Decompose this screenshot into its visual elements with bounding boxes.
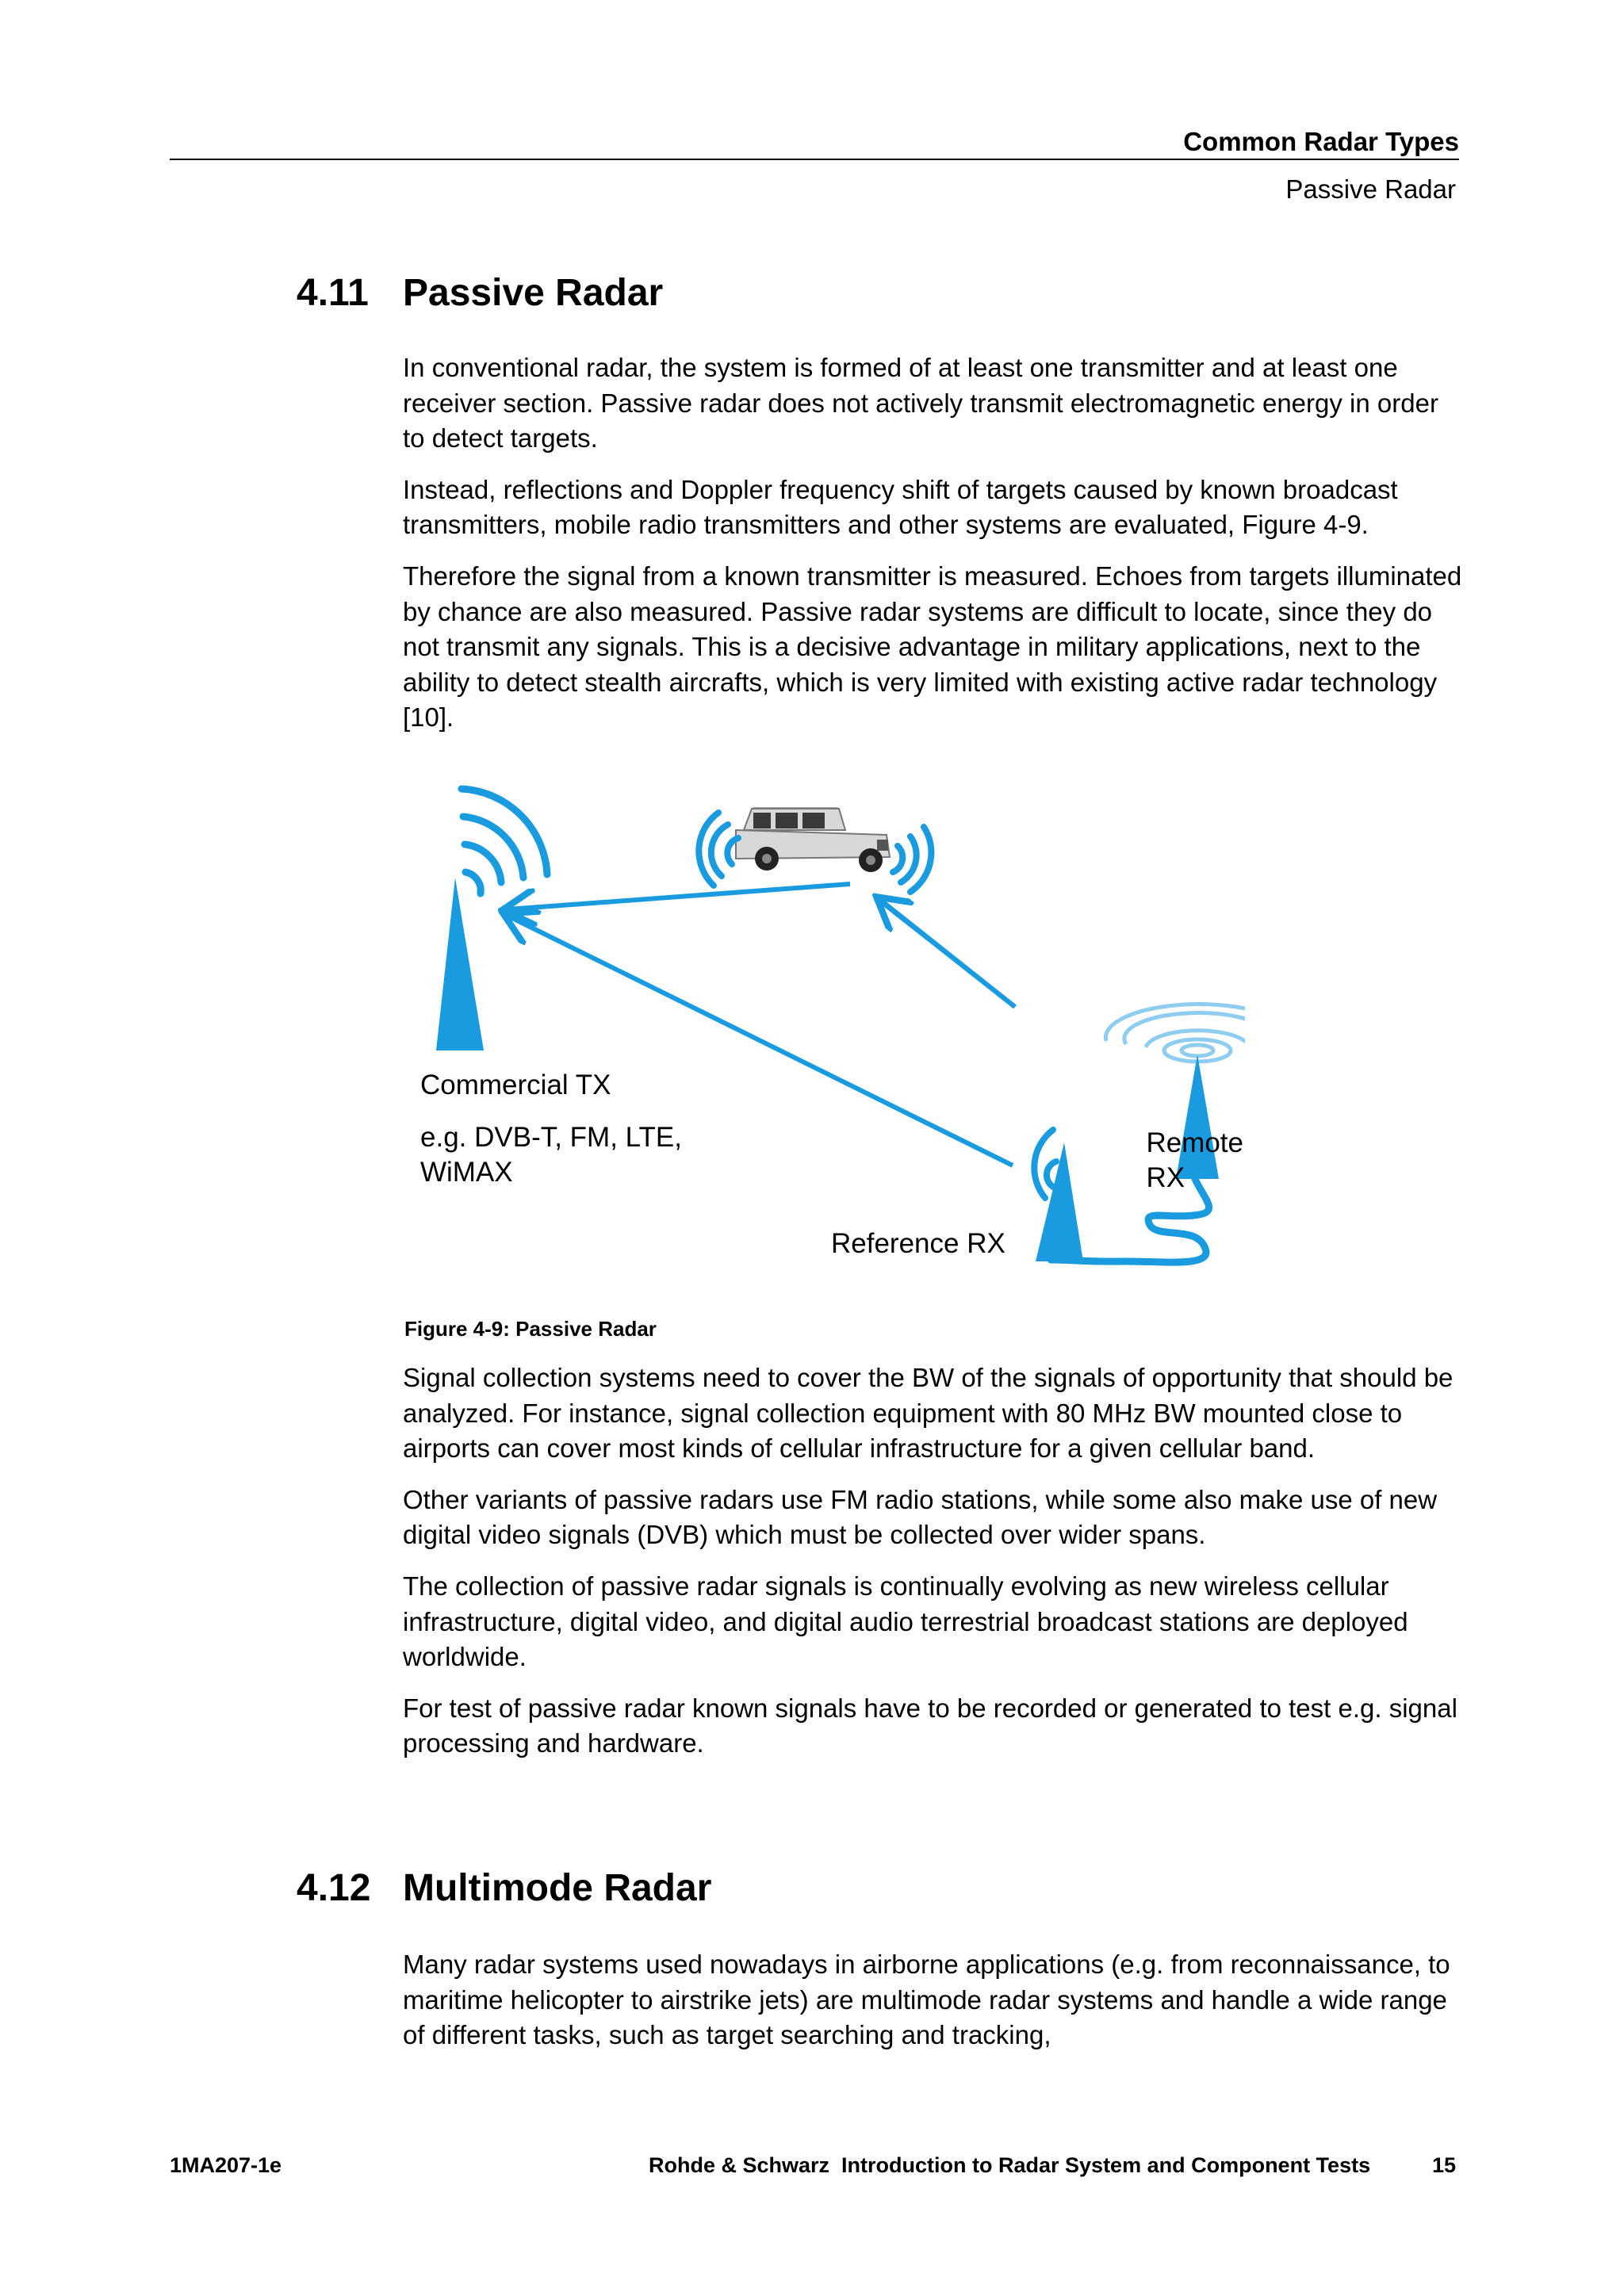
reference-rx-label: Reference RX [831,1228,1005,1259]
header-rule [170,159,1459,160]
section-heading-4-12 [297,1866,931,1914]
vehicle-reflection-waves-right-icon [893,827,931,892]
reference-rx-waves-icon [1034,1130,1056,1198]
remote-rx-label: Remote RX [1146,1127,1243,1193]
section-title: Multimode Radar [403,1867,712,1909]
reference-rx-tower-icon [1036,1142,1083,1261]
section-4-12-body [403,1947,1465,2069]
commercial-tx-examples-line2: WiMAX [420,1157,513,1188]
vehicle-target-icon [736,807,890,872]
footer-doc-id: 1MA207-1e [170,2153,282,2177]
section-heading-4-11 [297,271,931,319]
paragraph: Many radar systems used nowadays in airborne applications (e.g. from reconnaissance, to maritime helicopter to airstrike jets) are multimode radar systems and handle a wide range of different tasks, such as target searching and tracking, [403,1950,1450,2050]
footer-page-number: 15 [1432,2153,1457,2177]
passive-radar-diagram [412,781,1245,1280]
commercial-tx-waves-icon [462,789,547,894]
section-number: 4.12 [297,1867,371,1909]
paragraph: The collection of passive radar signals is continually evolving as new wireless cellular infrastructure, digital video, and digital audio terrestrial broadcast stations are deployed worldwide. [403,1571,1408,1672]
passive-radar-figure [412,781,1245,1280]
section-4-11-body [403,350,1465,752]
vehicle-reflection-waves-left-icon [699,813,738,886]
paragraph: Signal collection systems need to cover the BW of the signals of opportunity that should be analyzed. For instance, signal collection equipment with 80 MHz BW mounted close to airports can cover most kinds of cellular infrastructure for a given cellular band. [403,1363,1454,1464]
echo-arrow-to-tx [508,884,850,909]
commercial-tx-label: Commercial TX [420,1070,611,1100]
paragraph: In conventional radar, the system is formed of at least one transmitter and at least one receiver section. Passive radar does not actively transmit electromagnetic energy in order to detect targets. [403,353,1438,453]
section-number: 4.11 [297,272,369,314]
paragraph: Other variants of passive radars use FM radio stations, while some also make use of new digital video signals (DVB) which must be collected over wider spans. [403,1484,1438,1550]
paragraph: Instead, reflections and Doppler frequency shift of targets caused by known broadcast transmitters, mobile radio transmitters and other systems are evaluated, Figure 4-9. [403,474,1398,540]
commercial-tx-examples-line1: e.g. DVB-T, FM, LTE, [420,1122,682,1153]
paragraph: Therefore the signal from a known transmitter is measured. Echoes from targets illuminated by chance are also measured. Passive radar systems are difficult to locate, since they do not transmit any signals. This is a decisive advantage in military applications, next to the ability to detect stealth aircrafts, which is very limited with existing active radar technology [10]. [403,561,1462,733]
running-header-subtitle: Passive Radar [1285,174,1456,204]
commercial-tx-tower-icon [436,878,484,1050]
footer-doc-title: Rohde & Schwarz Introduction to Radar System and Component Tests [649,2153,1371,2177]
section-title: Passive Radar [403,272,664,314]
remote-rx-signal-rings-icon [1105,1004,1245,1062]
running-header-title: Common Radar Types [1183,127,1459,156]
figure-caption: Figure 4-9: Passive Radar [404,1317,657,1341]
paragraph: For test of passive radar known signals have to be recorded or generated to test e.g. signal processing and hardware. [403,1693,1457,1758]
remote-rx-arrow-shaft [885,905,1015,1007]
section-4-11-continued-body [403,1360,1465,1777]
